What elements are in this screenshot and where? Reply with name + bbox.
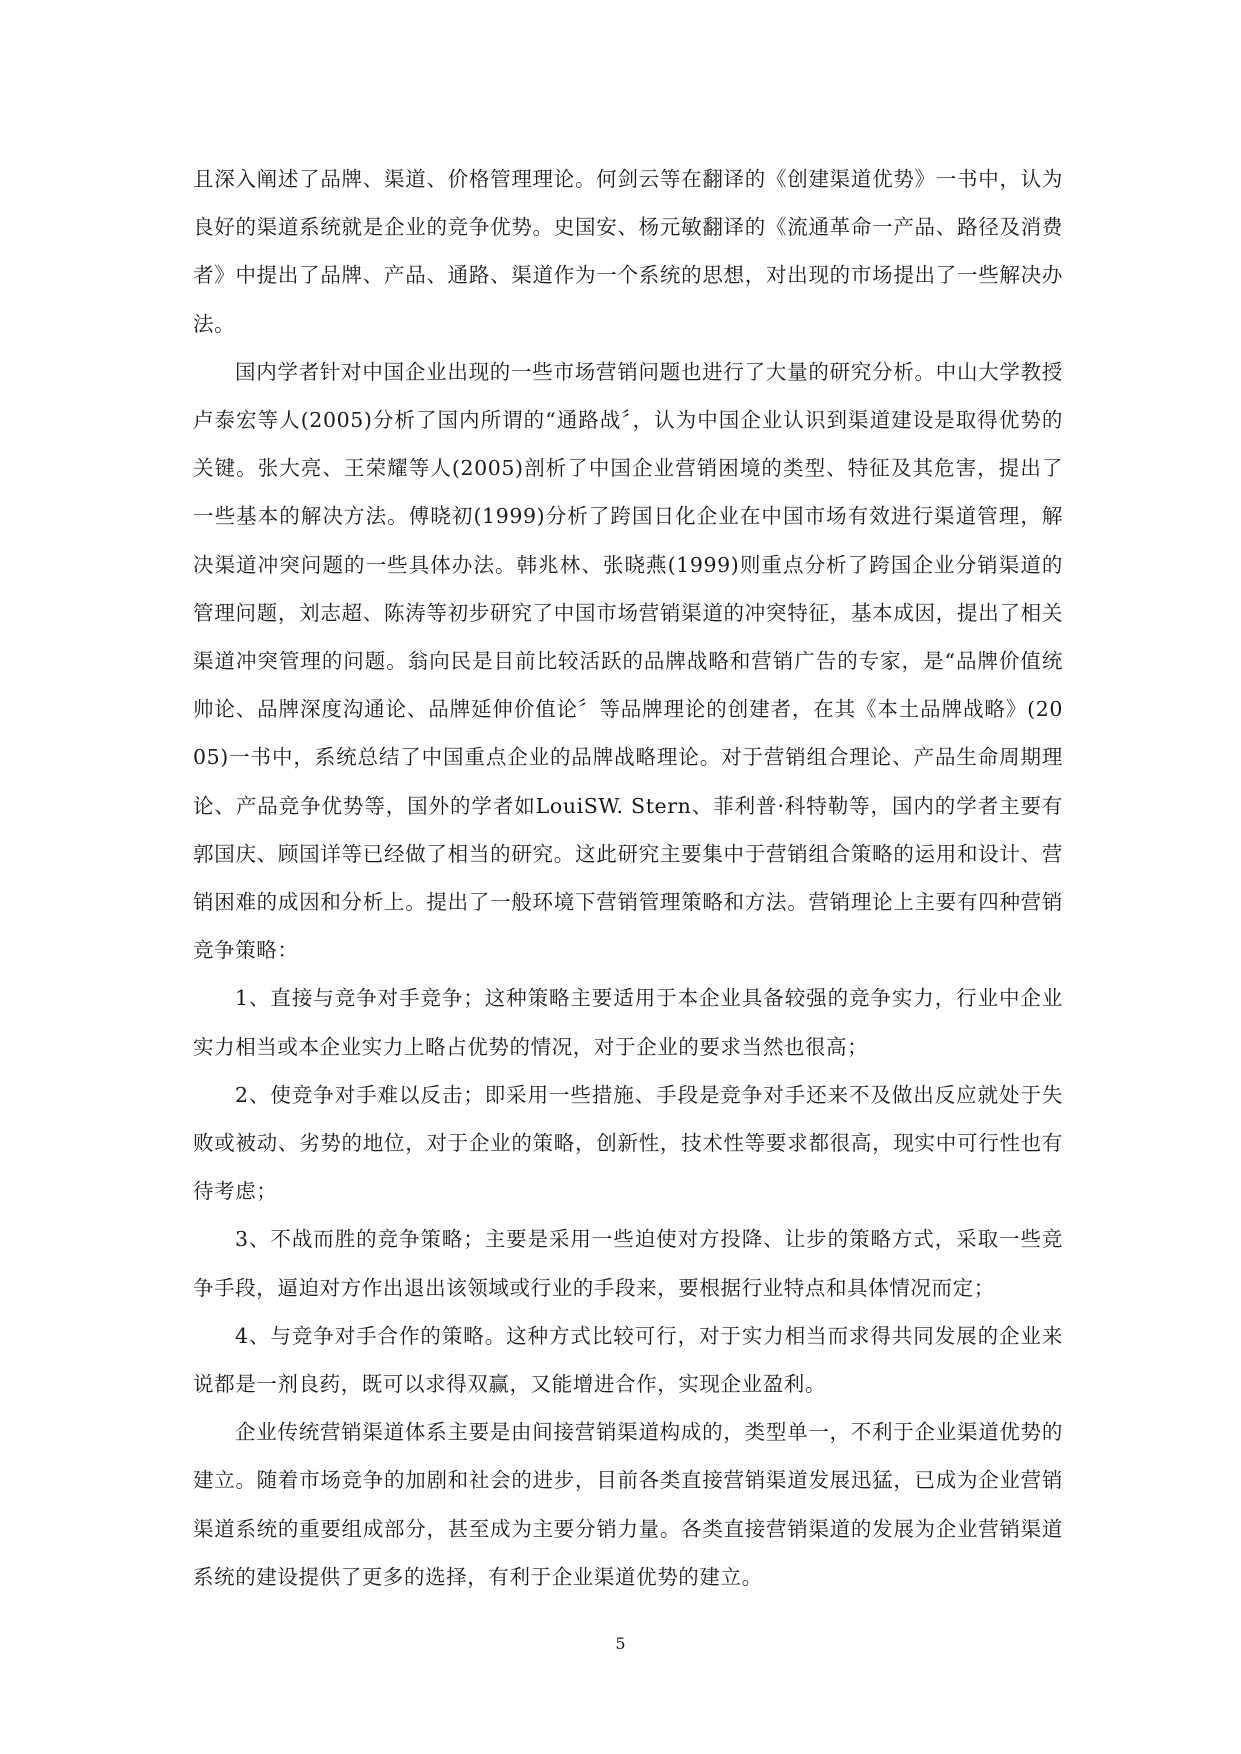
page-number: 5 xyxy=(615,1634,626,1653)
paragraph-1: 且深入阐述了品牌、渠道、价格管理理论。何剑云等在翻译的《创建渠道优势》一书中，认为良好的渠道系统就是企业的竞争优势。史国安、杨元敏翻译的《流通革命一产品、路径及消费者》中提出了品牌、产品、通路、渠道作为一个系统的思想，对出现的市场提出了一些解决办法。 xyxy=(193,167,1063,336)
paragraph-3: 1、直接与竞争对手竞争；这种策略主要适用于本企业具备较强的竞争实力，行业中企业实力相当或本企业实力上略占优势的情况，对于企业的要求当然也很高； xyxy=(193,986,1063,1059)
paragraph-5: 3、不战而胜的竞争策略；主要是采用一些迫使对方投降、让步的策略方式，采取一些竞争手段，逼迫对方作出退出该领域或行业的手段来，要根据行业特点和具体情况而定； xyxy=(193,1227,1063,1300)
paragraph-2: 国内学者针对中国企业出现的一些市场营销问题也进行了大量的研究分析。中山大学教授卢泰宏等人(2005)分析了国内所谓的“通路战〞，认为中国企业认识到渠道建设是取得优势的关键。张大亮、王荣耀等人(2005)剖析了中国企业营销困境的类型、特征及其危害，提出了一些基本的解决方法。傅晓初(1999)分析了跨国日化企业在中国市场有效进行渠道管理，解决渠道冲突问题的一些具体办法。韩兆林、张晓燕(1999)则重点分析了跨国企业分销渠道的管理问题，刘志超、陈涛等初步研究了中国市场营销渠道的冲突特征，基本成因，提出了相关渠道冲突管理的问题。翁向民是目前比较活跃的品牌战略和营销广告的专家，是“品牌价值统帅论、品牌深度沟通论、品牌延伸价值论〞等品牌理论的创建者，在其《本土品牌战略》(2005)一书中，系统总结了中国重点企业的品牌战略理论。对于营销组合理论、产品生命周期理论、产品竞争优势等，国外的学者如LouiSW. Stern、菲利普·科特勒等，国内的学者主要有郭国庆、顾国详等已经做了相当的研究。这此研究主要集中于营销组合策略的运用和设计、营销困难的成因和分析上。提出了一般环境下营销管理策略和方法。营销理论上主要有四种营销竞争策略： xyxy=(193,359,1063,963)
paragraph-6: 4、与竞争对手合作的策略。这种方式比较可行，对于实力相当而求得共同发展的企业来说都是一剂良药，既可以求得双赢，又能增进合作，实现企业盈利。 xyxy=(193,1323,1063,1397)
paragraph-7: 企业传统营销渠道体系主要是由间接营销渠道构成的，类型单一，不利于企业渠道优势的建立。随着市场竞争的加剧和社会的进步，目前各类直接营销渠道发展迅猛，已成为企业营销渠道系统的重要组成部分，甚至成为主要分销力量。各类直接营销渠道的发展为企业营销渠道系统的建设提供了更多的选择，有利于企业渠道优势的建立。 xyxy=(193,1420,1063,1589)
body-text xyxy=(193,155,1063,1601)
paragraph-4: 2、使竞争对手难以反击；即采用一些措施、手段是竞争对手还来不及做出反应就处于失败或被动、劣势的地位，对于企业的策略，创新性，技术性等要求都很高，现实中可行性也有待考虑； xyxy=(193,1082,1063,1204)
